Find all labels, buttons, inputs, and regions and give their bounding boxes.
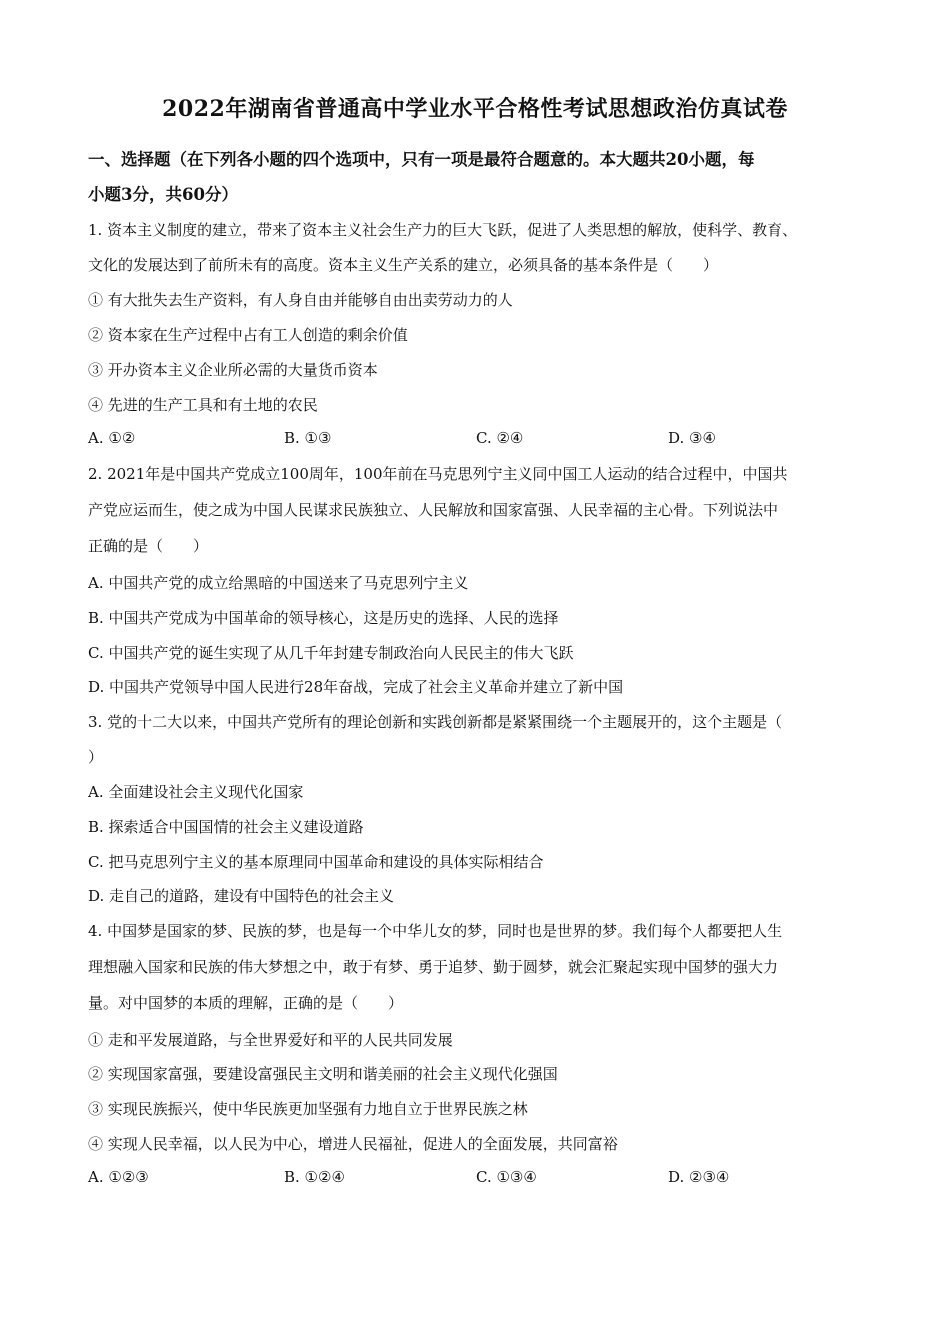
question-4-stem: 理想融入国家和民族的伟大梦想之中，敢于有梦、勇于追梦、勤于圆梦，就会汇聚起实现中国梦的强大力 bbox=[88, 958, 779, 976]
question-4-item: ④ 实现人民幸福，以人民为中心，增进人民福祉，促进人的全面发展，共同富裕 bbox=[88, 1135, 618, 1153]
question-1-item: ③ 开办资本主义企业所必需的大量货币资本 bbox=[88, 361, 378, 379]
option-a[interactable]: A. ①②③ bbox=[88, 1168, 149, 1186]
option-c[interactable]: C. 把马克思列宁主义的基本原理同中国革命和建设的具体实际相结合 bbox=[88, 853, 544, 871]
question-1-item: ① 有大批失去生产资料，有人身自由并能够自由出卖劳动力的人 bbox=[88, 291, 513, 309]
question-2-stem: 2. 2021年是中国共产党成立100周年，100年前在马克思列宁主义同中国工人运动的结合过程中，中国共 bbox=[88, 465, 788, 483]
option-b[interactable]: B. 探索适合中国国情的社会主义建设道路 bbox=[88, 818, 364, 836]
question-2-stem: 产党应运而生，使之成为中国人民谋求民族独立、人民解放和国家富强、人民幸福的主心骨。下列说法中 bbox=[88, 501, 779, 519]
question-3-stem: ） bbox=[88, 748, 104, 766]
option-d[interactable]: D. ②③④ bbox=[668, 1168, 730, 1186]
question-1-item: ② 资本家在生产过程中占有工人创造的剩余价值 bbox=[88, 326, 408, 344]
option-a[interactable]: A. 中国共产党的成立给黑暗的中国送来了马克思列宁主义 bbox=[88, 574, 469, 592]
question-4-stem: 量。对中国梦的本质的理解，正确的是（ ） bbox=[88, 994, 404, 1012]
option-b[interactable]: B. ①③ bbox=[284, 429, 332, 447]
question-4-options bbox=[88, 1168, 873, 1188]
section-heading-line2: 小题3分，共60分） bbox=[88, 185, 238, 204]
option-a[interactable]: A. ①② bbox=[88, 429, 136, 447]
question-1-stem: 1. 资本主义制度的建立，带来了资本主义社会生产力的巨大飞跃，促进了人类思想的解放，使科学、教育、 bbox=[88, 221, 798, 239]
exam-title: 2022年湖南省普通高中学业水平合格性考试思想政治仿真试卷 bbox=[162, 96, 788, 122]
option-d[interactable]: D. 中国共产党领导中国人民进行28年奋战，完成了社会主义革命并建立了新中国 bbox=[88, 678, 624, 696]
section-heading-line1: 一、选择题（在下列各小题的四个选项中，只有一项是最符合题意的。本大题共20小题，每 bbox=[88, 150, 755, 169]
option-c[interactable]: C. 中国共产党的诞生实现了从几千年封建专制政治向人民民主的伟大飞跃 bbox=[88, 644, 574, 662]
option-b[interactable]: B. ①②④ bbox=[284, 1168, 345, 1186]
option-c[interactable]: C. ①③④ bbox=[476, 1168, 537, 1186]
question-3-stem: 3. 党的十二大以来，中国共产党所有的理论创新和实践创新都是紧紧围绕一个主题展开的，这个主题是（ bbox=[88, 713, 783, 731]
option-b[interactable]: B. 中国共产党成为中国革命的领导核心，这是历史的选择、人民的选择 bbox=[88, 609, 559, 627]
option-c[interactable]: C. ②④ bbox=[476, 429, 524, 447]
question-2-stem: 正确的是（ ） bbox=[88, 537, 209, 555]
question-1-item: ④ 先进的生产工具和有土地的农民 bbox=[88, 396, 318, 414]
question-4-item: ① 走和平发展道路，与全世界爱好和平的人民共同发展 bbox=[88, 1031, 453, 1049]
option-d[interactable]: D. 走自己的道路，建设有中国特色的社会主义 bbox=[88, 887, 395, 905]
question-4-item: ② 实现国家富强，要建设富强民主文明和谐美丽的社会主义现代化强国 bbox=[88, 1065, 558, 1083]
option-d[interactable]: D. ③④ bbox=[668, 429, 716, 447]
option-a[interactable]: A. 全面建设社会主义现代化国家 bbox=[88, 783, 304, 801]
question-4-item: ③ 实现民族振兴，使中华民族更加坚强有力地自立于世界民族之林 bbox=[88, 1100, 528, 1118]
question-1-options bbox=[88, 429, 873, 449]
question-1-stem: 文化的发展达到了前所未有的高度。资本主义生产关系的建立，必须具备的基本条件是（ ） bbox=[88, 256, 719, 274]
question-4-stem: 4. 中国梦是国家的梦、民族的梦，也是每一个中华儿女的梦，同时也是世界的梦。我们每个人都要把人生 bbox=[88, 922, 783, 940]
